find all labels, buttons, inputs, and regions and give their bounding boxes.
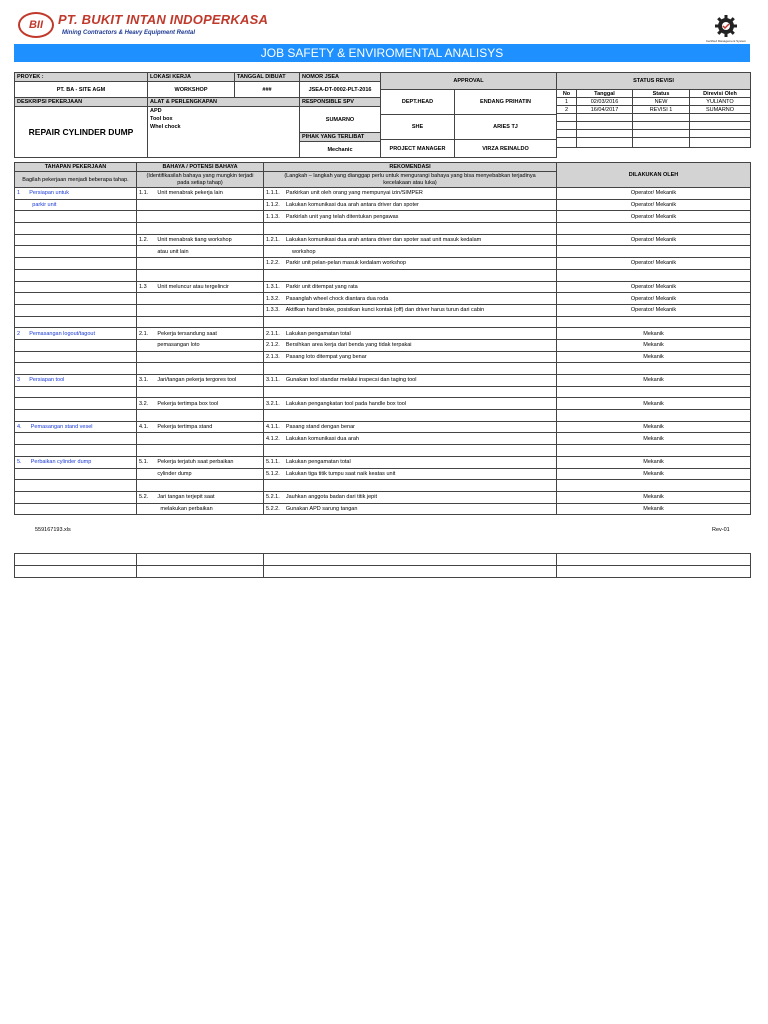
proyek-value: PT. BA - SITE AGM (15, 82, 148, 98)
recommendation-cell: 1.1.1. Parkirkan unit oleh orang yang mempunyai izin/SIMPER (264, 188, 557, 200)
approval-role: PROJECT MANAGER (381, 140, 455, 158)
hazard-cell: pemasangan loto (137, 339, 264, 351)
table-row (15, 480, 751, 492)
nomor-label: NOMOR JSEA (300, 73, 381, 82)
revision-by: YULIANTO (690, 98, 751, 106)
step-cell (15, 433, 137, 445)
responsible-cell (557, 445, 751, 457)
responsible-cell: Operator/ Mekanik (557, 293, 751, 305)
col-sub-rekomendasi (264, 172, 557, 188)
table-row (15, 328, 751, 340)
responsible-cell (557, 480, 751, 492)
recommendation-cell: 5.2.1. Jauhkan anggota badan dari titik jepit (264, 491, 557, 503)
col-sub-bahaya-line: pada setiap tahap) (177, 179, 223, 186)
recommendation-cell: 2.1.2. Bersihkan area kerja dari benda yang tidak terpakai (264, 339, 557, 351)
hazard-cell (137, 445, 264, 457)
responsible-cell (557, 246, 751, 258)
lokasi-value: WORKSHOP (148, 82, 235, 98)
equipment-item: Tool box (150, 116, 173, 122)
table-row (15, 339, 751, 351)
step-cell (15, 258, 137, 270)
hazard-cell: atau unit lain (137, 246, 264, 258)
revision-by: SUMARNO (690, 106, 751, 114)
hazard-cell (137, 293, 264, 305)
revision-col-tanggal: Tanggal (577, 90, 633, 98)
revision-date: 02/03/2016 (577, 98, 633, 106)
step-cell: 2 Pemasangan logout/tagout (15, 328, 137, 340)
spv-value: SUMARNO (300, 107, 381, 133)
company-name: PT. BUKIT INTAN INDOPERKASA (58, 12, 269, 27)
job-info-table (14, 72, 381, 158)
table-row (15, 258, 751, 270)
recommendation-cell: 1.3.3. Aktifkan hand brake, posisikan kunci kontak (off) dan driver harus turun dari cabin (264, 304, 557, 316)
step-cell (15, 246, 137, 258)
hazard-cell (137, 223, 264, 235)
hazard-cell: 4.1. Pekerja tertimpa stand (137, 421, 264, 433)
lokasi-label: LOKASI KERJA (148, 73, 235, 82)
responsible-cell: Mekanik (557, 398, 751, 410)
step-cell: 4. Pemasangan stand vesel (15, 421, 137, 433)
hazard-cell: 1.3 Unit meluncur atau tergelincir (137, 281, 264, 293)
step-cell (15, 503, 137, 515)
step-cell (15, 211, 137, 223)
col-sub-tahapan: Bagilah pekerjaan menjadi beberapa tahap. (15, 172, 137, 188)
table-row (15, 293, 751, 305)
table-row (15, 211, 751, 223)
hazard-analysis-table (14, 162, 751, 515)
equipment-item: Whel chock (150, 124, 181, 130)
alat-label: ALAT & PERLENGKAPAN (148, 98, 300, 107)
hazard-cell (137, 304, 264, 316)
step-cell (15, 410, 137, 422)
table-row (15, 375, 751, 387)
recommendation-cell: 5.1.2. Lakukan tiga titik tumpu saat naik keatas unit (264, 468, 557, 480)
hazard-cell (137, 199, 264, 211)
step-cell (15, 281, 137, 293)
approval-table (380, 72, 557, 158)
recommendation-cell: 1.2.1. Lakukan komunikasi dua arah antara driver dan spoter saat unit masuk kedalam (264, 234, 557, 246)
responsible-cell (557, 410, 751, 422)
responsible-cell (557, 386, 751, 398)
table-row (15, 363, 751, 375)
gear-certification-icon (714, 14, 738, 38)
table-row (15, 433, 751, 445)
company-tagline: Mining Contractors & Heavy Equipment Rental (62, 30, 196, 36)
recommendation-cell: 1.3.1. Parkir unit ditempat yang rata (264, 281, 557, 293)
recommendation-cell: workshop (264, 246, 557, 258)
revision-status-table (556, 72, 751, 148)
hazard-cell: cylinder dump (137, 468, 264, 480)
hazard-cell (137, 258, 264, 270)
recommendation-cell: 1.2.2. Parkir unit pelan-pelan masuk kedalam workshop (264, 258, 557, 270)
revision-no: 1 (557, 98, 577, 106)
responsible-cell: Mekanik (557, 468, 751, 480)
col-sub-bahaya (137, 172, 264, 188)
col-sub-rekomendasi-line: kecelakaan atau luka) (383, 179, 437, 186)
revision-status: REVISI 1 (633, 106, 690, 114)
step-cell (15, 398, 137, 410)
recommendation-cell (264, 386, 557, 398)
step-cell (15, 339, 137, 351)
table-row (15, 503, 751, 515)
nomor-value: JSEA-DT-0002-PLT-2016 (300, 82, 381, 98)
hazard-cell (137, 363, 264, 375)
col-header-dilakukan: DILAKUKAN OLEH (557, 163, 751, 188)
responsible-cell: Mekanik (557, 421, 751, 433)
revision-col-status: Status (633, 90, 690, 98)
revision-header: STATUS REVISI (557, 73, 751, 90)
step-cell: 5. Perbaikan cylinder dump (15, 456, 137, 468)
step-cell (15, 304, 137, 316)
responsible-cell (557, 363, 751, 375)
approval-name: ENDANG PRIHATIN (455, 90, 557, 115)
hazard-cell (137, 351, 264, 363)
file-name: 559167193.xls (35, 527, 71, 533)
responsible-cell: Mekanik (557, 375, 751, 387)
step-cell: 3 Persiapan tool (15, 375, 137, 387)
responsible-cell: Operator/ Mekanik (557, 211, 751, 223)
revision-no: 2 (557, 106, 577, 114)
tanggal-label: TANGGAL DIBUAT (235, 73, 300, 82)
hazard-cell: 1.2. Unit menabrak tiang workshop (137, 234, 264, 246)
responsible-cell: Operator/ Mekanik (557, 258, 751, 270)
recommendation-cell: 1.1.3. Parkirlah unit yang telah ditentukan pengawas (264, 211, 557, 223)
table-row (15, 246, 751, 258)
responsible-cell (557, 269, 751, 281)
equipment-item: APD (150, 108, 162, 114)
responsible-cell: Operator/ Mekanik (557, 199, 751, 211)
approval-role: SHE (381, 115, 455, 140)
approval-role: DEPT.HEAD (381, 90, 455, 115)
step-cell (15, 445, 137, 457)
hazard-cell (137, 386, 264, 398)
responsible-cell (557, 223, 751, 235)
col-header-bahaya: BAHAYA / POTENSI BAHAYA (137, 163, 264, 172)
recommendation-cell: 5.2.2. Gunakan APD sarung tangan (264, 503, 557, 515)
responsible-cell: Mekanik (557, 433, 751, 445)
responsible-cell: Mekanik (557, 456, 751, 468)
recommendation-cell: 4.1.1. Pasang stand dengan benar (264, 421, 557, 433)
equipment-list (148, 107, 300, 158)
step-cell (15, 269, 137, 281)
responsible-cell: Operator/ Mekanik (557, 304, 751, 316)
document-title: JOB SAFETY & ENVIROMENTAL ANALISYS (14, 44, 750, 62)
responsible-cell: Operator/ Mekanik (557, 188, 751, 200)
step-cell (15, 468, 137, 480)
hazard-cell: 5.1. Pekerja terjatuh saat perbaikan (137, 456, 264, 468)
recommendation-cell: 2.1.3. Pasang loto ditempat yang benar (264, 351, 557, 363)
hazard-cell: 5.2. Jari tangan terjepit saat (137, 491, 264, 503)
step-cell: 1 Persiapan untuk (15, 188, 137, 200)
table-row (15, 234, 751, 246)
recommendation-cell: 3.2.1. Lakukan pengangkatan tool pada handle box tool (264, 398, 557, 410)
hazard-cell (137, 211, 264, 223)
step-cell (15, 293, 137, 305)
step-cell (15, 316, 137, 328)
job-description: REPAIR CYLINDER DUMP (15, 107, 148, 158)
step-cell (15, 351, 137, 363)
step-cell: parkir unit (15, 199, 137, 211)
hazard-cell: 3.2. Pekerja tertimpa box tool (137, 398, 264, 410)
table-row (15, 269, 751, 281)
responsible-cell (557, 316, 751, 328)
responsible-cell: Mekanik (557, 351, 751, 363)
recommendation-cell (264, 480, 557, 492)
tanggal-value: ### (235, 82, 300, 98)
table-row (15, 351, 751, 363)
table-row (15, 491, 751, 503)
proyek-label: PROYEK : (15, 73, 148, 82)
recommendation-cell: 1.3.2. Pasanglah wheel chock diantara dua roda (264, 293, 557, 305)
recommendation-cell (264, 445, 557, 457)
hazard-cell (137, 480, 264, 492)
revision-status: NEW (633, 98, 690, 106)
approval-name: ARIES TJ (455, 115, 557, 140)
table-row (15, 386, 751, 398)
hazard-cell (137, 433, 264, 445)
pihak-value: Mechanic (300, 142, 381, 158)
responsible-cell: Mekanik (557, 491, 751, 503)
responsible-cell: Mekanik (557, 339, 751, 351)
table-row (15, 468, 751, 480)
revision-col-by: Direvisi Oleh (690, 90, 751, 98)
step-cell (15, 223, 137, 235)
table-row (15, 410, 751, 422)
recommendation-cell: 5.1.1. Lakukan pengamatan total (264, 456, 557, 468)
responsible-cell: Operator/ Mekanik (557, 281, 751, 293)
hazard-cell: melakukan perbaikan (137, 503, 264, 515)
col-sub-bahaya-line: (Identifikasilah bahaya yang mungkin terjadi (146, 172, 254, 179)
recommendation-cell: 1.1.2. Lakukan komunikasi dua arah antara driver dan spoter (264, 199, 557, 211)
table-row (15, 421, 751, 433)
table-row (15, 223, 751, 235)
recommendation-cell (264, 316, 557, 328)
table-row (15, 456, 751, 468)
step-cell (15, 480, 137, 492)
hazard-cell (137, 269, 264, 281)
recommendation-cell (264, 410, 557, 422)
table-row (15, 398, 751, 410)
hazard-cell: 3.1. Jari/tangan pekerja tergores tool (137, 375, 264, 387)
step-cell (15, 363, 137, 375)
responsible-cell: Mekanik (557, 503, 751, 515)
col-header-tahapan: TAHAPAN PEKERJAAN (15, 163, 137, 172)
hazard-cell (137, 410, 264, 422)
hazard-cell (137, 316, 264, 328)
hazard-cell: 1.1. Unit menabrak pekerja lain (137, 188, 264, 200)
recommendation-cell: 4.1.2. Lakukan komunikasi dua arah (264, 433, 557, 445)
table-row (15, 316, 751, 328)
revision-col-no: No (557, 90, 577, 98)
step-cell (15, 234, 137, 246)
recommendation-cell (264, 223, 557, 235)
pihak-label: PIHAK YANG TERLIBAT (300, 133, 381, 142)
revision-code: Rev-01 (712, 527, 730, 533)
responsible-cell: Operator/ Mekanik (557, 234, 751, 246)
table-row (15, 199, 751, 211)
recommendation-cell: 2.1.1. Lakukan pengamatan total (264, 328, 557, 340)
table-row (15, 445, 751, 457)
recommendation-cell (264, 269, 557, 281)
approval-name: VIRZA REINALDO (455, 140, 557, 158)
table-row (15, 281, 751, 293)
step-cell (15, 386, 137, 398)
table-row (15, 188, 751, 200)
recommendation-cell (264, 363, 557, 375)
blank-table (14, 553, 751, 578)
col-header-rekomendasi: REKOMENDASI (264, 163, 557, 172)
recommendation-cell: 3.1.1. Gunakan tool standar melalui inspecsi dan taging tool (264, 375, 557, 387)
revision-date: 16/04/2017 (577, 106, 633, 114)
responsible-cell: Mekanik (557, 328, 751, 340)
deskripsi-label: DESKRIPSI PEKERJAAN (15, 98, 148, 107)
spv-label: RESPONSIBLE SPV (300, 98, 381, 107)
hazard-cell: 2.1. Pekerja tersandung saat (137, 328, 264, 340)
table-row (15, 304, 751, 316)
col-sub-rekomendasi-line: (Langkah – langkah yang dianggap perlu untuk mengurangi bahaya yang bisa menyebabkan terjadinya (284, 172, 536, 179)
step-cell (15, 491, 137, 503)
company-logo: BII (18, 12, 54, 38)
approval-header: APPROVAL (381, 73, 557, 90)
certification-caption: Certified Management System (705, 39, 747, 43)
